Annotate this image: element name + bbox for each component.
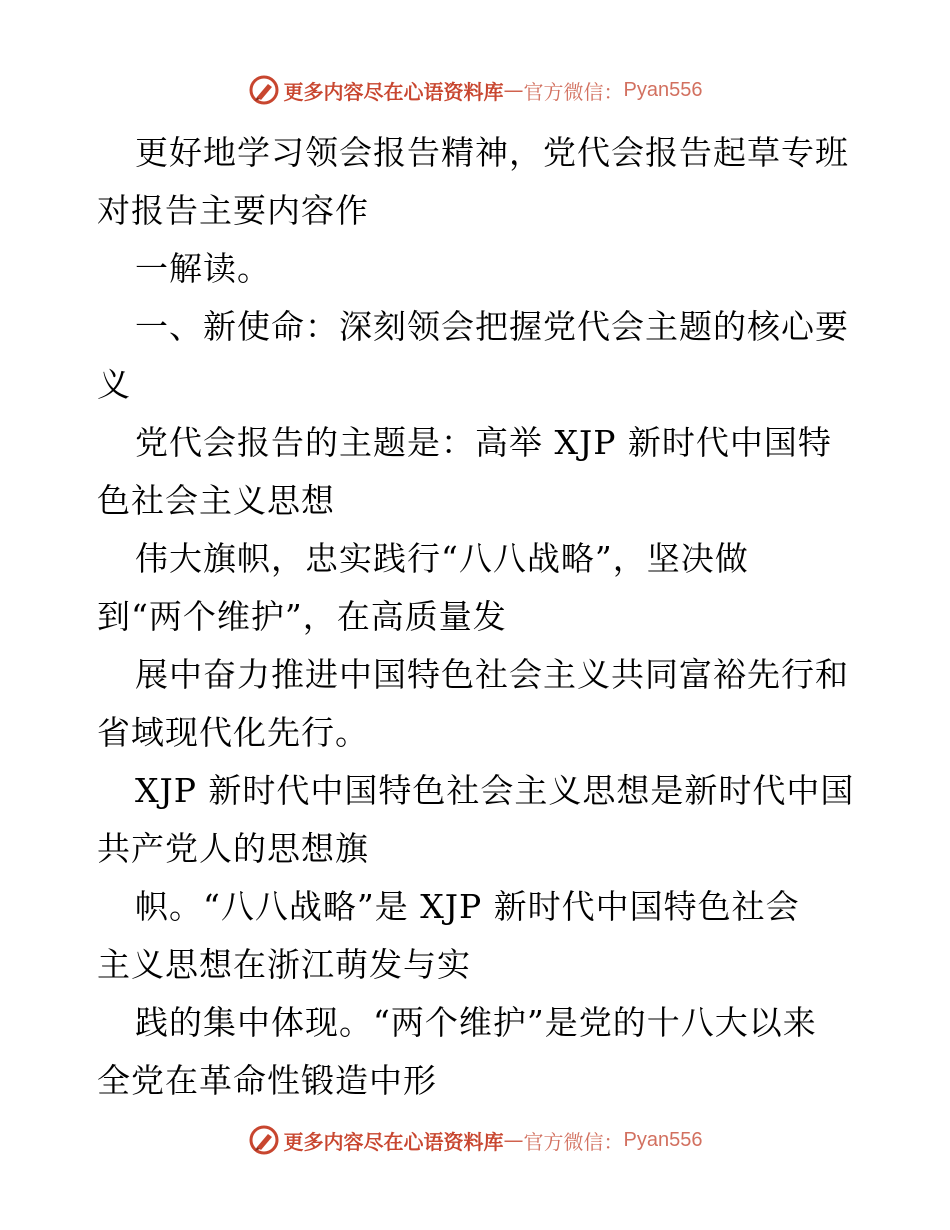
body-line: XJP 新时代中国特色社会主义思想是新时代中国 xyxy=(135,771,855,810)
body-line: 帜。“八八战略”是 XJP 新时代中国特色社会 xyxy=(135,887,800,926)
banner-main-text: 更多内容尽在心语资料库 xyxy=(283,1129,504,1154)
body-line: 践的集中体现。“两个维护”是党的十八大以来 xyxy=(135,1003,817,1042)
body-line: 色社会主义思想 xyxy=(97,481,335,520)
body-line: 一解读。 xyxy=(135,249,271,288)
section-heading: 一、新使命：深刻领会把握党代会主题的核心要 xyxy=(135,307,849,346)
banner-main-text: 更多内容尽在心语资料库 xyxy=(283,79,504,104)
banner-dash: — xyxy=(503,1128,524,1152)
banner-secondary-text: 官方微信： xyxy=(523,1129,624,1154)
section-heading-cont: 义 xyxy=(97,365,131,404)
body-line: 展中奋力推进中国特色社会主义共同富裕先行和 xyxy=(135,655,849,694)
body-line: 省域现代化先行。 xyxy=(97,713,369,752)
banner-secondary-text: 官方微信： xyxy=(523,79,624,104)
banner-wechat-id: Pyan556 xyxy=(623,1128,703,1151)
body-line: 共产党人的思想旗 xyxy=(97,829,369,868)
pen-logo-icon xyxy=(248,74,280,106)
body-line: 主义思想在浙江萌发与实 xyxy=(97,945,471,984)
banner-dash: — xyxy=(503,78,524,102)
body-line: 对报告主要内容作 xyxy=(97,191,369,230)
document-body xyxy=(97,124,867,1110)
body-line: 更好地学习领会报告精神，党代会报告起草专班 xyxy=(135,133,849,172)
pen-logo-icon xyxy=(248,1124,280,1156)
body-line: 伟大旗帜，忠实践行“八八战略”，坚决做 xyxy=(135,539,749,578)
body-line: 全党在革命性锻造中形 xyxy=(97,1061,437,1100)
header-banner xyxy=(0,70,950,110)
body-line: 到“两个维护”，在高质量发 xyxy=(97,597,507,636)
banner-wechat-id: Pyan556 xyxy=(623,78,703,101)
body-line: 党代会报告的主题是：高举 XJP 新时代中国特 xyxy=(135,423,832,462)
footer-banner xyxy=(0,1120,950,1160)
